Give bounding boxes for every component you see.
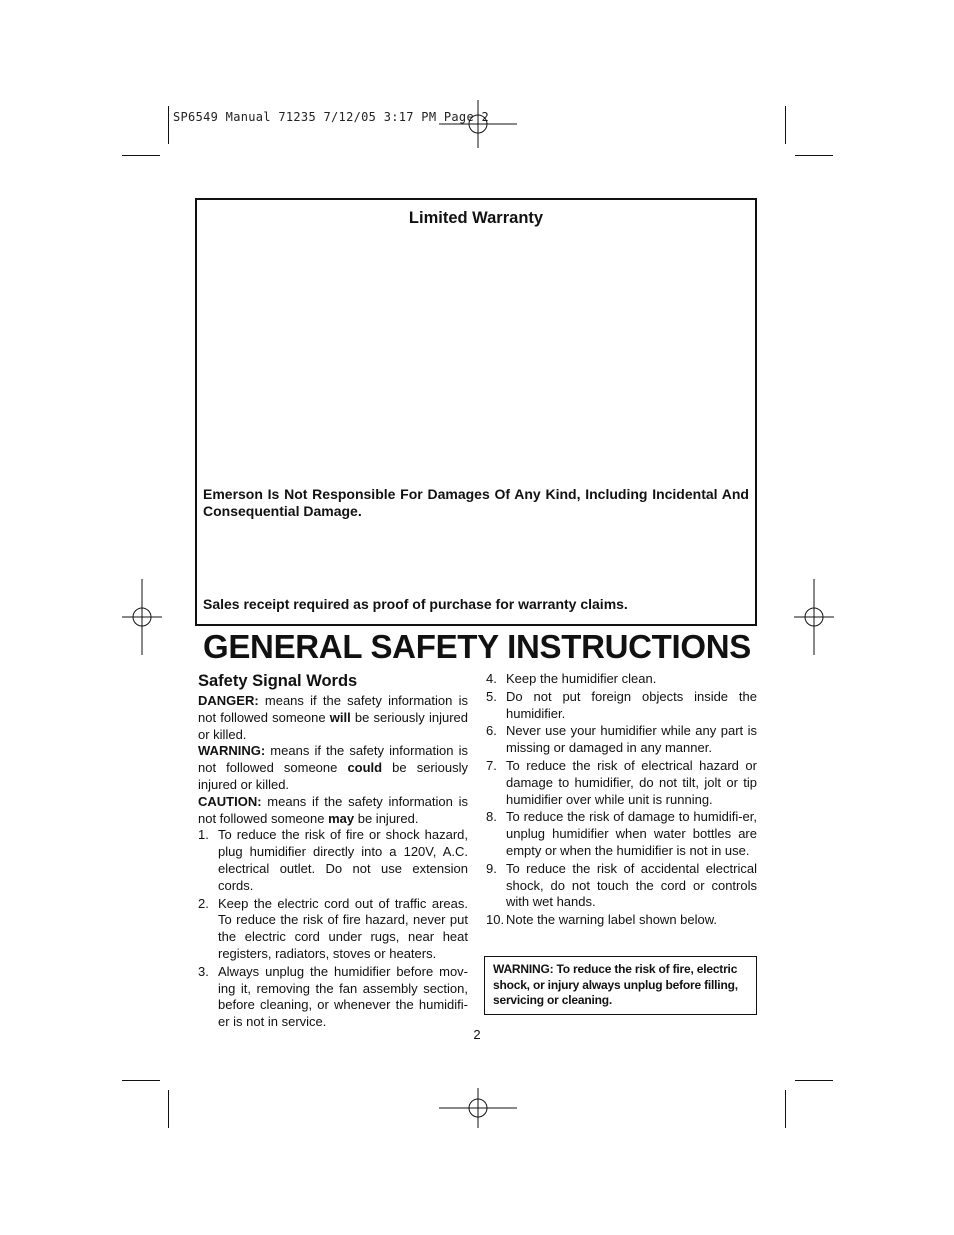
list-item-text: Never use your humidifier while any part is missing or damaged in any manner. bbox=[506, 723, 757, 756]
warranty-receipt-note: Sales receipt required as proof of purchase for warranty claims. bbox=[203, 596, 628, 612]
crop-mark-bottom-right-horizontal bbox=[795, 1080, 833, 1081]
caution-label: CAUTION: bbox=[198, 793, 262, 809]
list-item bbox=[198, 964, 468, 1031]
list-item-number: 2. bbox=[198, 895, 209, 911]
registration-mark-top-icon bbox=[439, 100, 517, 148]
caution-text-pre: means if the safety information is not followed someone bbox=[198, 793, 468, 826]
list-item bbox=[486, 758, 757, 808]
warranty-liability-notice: Emerson Is Not Responsible For Damages Of Any Kind, Including Incidental And Consequential Damage. bbox=[203, 486, 749, 519]
list-item-number: 6. bbox=[486, 723, 497, 739]
list-item bbox=[486, 723, 757, 757]
list-item-number: 3. bbox=[198, 963, 209, 979]
list-item-text: To reduce the risk of electrical hazard or damage to humidifier, do not tilt, jolt or tip humidifier over while unit is running. bbox=[506, 757, 757, 807]
warning-emphasis: could bbox=[347, 760, 383, 776]
list-item bbox=[486, 861, 757, 911]
signal-word-danger bbox=[198, 693, 468, 743]
left-column bbox=[198, 672, 468, 1032]
crop-mark-bottom-left-horizontal bbox=[122, 1080, 160, 1081]
list-item-text: Always unplug the humidifier before mov-ing it, removing the fan assembly section, before cleaning, or whenever the humidifi-er is not in service. bbox=[218, 963, 468, 1030]
list-item bbox=[486, 809, 757, 859]
list-item-text: To reduce the risk of fire or shock hazard, plug humidifier directly into a 120V, A.C. electrical outlet. Do not use extension cords. bbox=[218, 827, 468, 893]
danger-emphasis: will bbox=[329, 709, 351, 725]
crop-mark-top-right-vertical bbox=[785, 106, 786, 144]
list-item-text: Note the warning label shown below. bbox=[506, 912, 718, 928]
crop-mark-top-left-vertical bbox=[168, 106, 169, 144]
instruction-list-left bbox=[198, 827, 468, 1031]
page-number: 2 bbox=[473, 1027, 481, 1042]
list-item-number: 1. bbox=[198, 827, 209, 843]
list-item-number: 9. bbox=[486, 860, 497, 876]
printer-slug-line: SP6549 Manual 71235 7/12/05 3:17 PM Page 2 bbox=[173, 110, 490, 124]
instruction-list-right bbox=[486, 671, 757, 929]
caution-text-post: be injured. bbox=[354, 810, 419, 826]
list-item-number: 7. bbox=[486, 757, 497, 773]
limited-warranty-box bbox=[195, 198, 757, 626]
danger-text-post: be seriously injured or killed. bbox=[198, 709, 468, 742]
crop-mark-bottom-right-vertical bbox=[785, 1090, 786, 1128]
list-item-number: 4. bbox=[486, 671, 497, 686]
list-item-text: To reduce the risk of damage to humidifi-er, unplug humidifier when water bottles are empty or when the humidifier is not in use. bbox=[506, 809, 757, 858]
list-item-text: Do not put foreign objects inside the humidifier. bbox=[506, 688, 757, 721]
list-item-text: Keep the humidifier clean. bbox=[506, 671, 657, 686]
danger-label: DANGER: bbox=[198, 693, 259, 708]
warning-label: WARNING: bbox=[198, 743, 266, 759]
crop-mark-bottom-left-vertical bbox=[168, 1090, 169, 1128]
caution-emphasis: may bbox=[328, 810, 355, 826]
warning-label-box: WARNING: To reduce the risk of fire, electric shock, or injury always unplug before filling, servicing or cleaning. bbox=[484, 956, 757, 1015]
list-item-text: Keep the electric cord out of traffic areas. To reduce the risk of fire hazard, never put the electric cord under rugs, near heat registers, radiators, stoves or heaters. bbox=[218, 895, 468, 961]
crop-mark-top-left-horizontal bbox=[122, 155, 160, 156]
list-item bbox=[486, 671, 757, 688]
danger-text-pre: means if the safety information is not followed someone bbox=[198, 693, 468, 725]
page-title: GENERAL SAFETY INSTRUCTIONS bbox=[202, 628, 752, 665]
list-item-number: 10. bbox=[486, 912, 505, 928]
warning-text-pre: means if the safety information is not followed someone bbox=[198, 743, 468, 776]
signal-word-caution bbox=[198, 794, 468, 828]
list-item bbox=[198, 827, 468, 894]
warning-text-post: be seriously injured or killed. bbox=[198, 760, 468, 792]
list-item-text: To reduce the risk of accidental electrical shock, do not touch the cord or controls with wet hands. bbox=[506, 860, 757, 910]
right-column bbox=[486, 671, 757, 930]
crop-mark-top-right-horizontal bbox=[795, 155, 833, 156]
signal-word-warning bbox=[198, 743, 468, 793]
registration-mark-bottom-icon bbox=[439, 1088, 517, 1128]
list-item-number: 8. bbox=[486, 809, 497, 825]
list-item-number: 5. bbox=[486, 688, 497, 704]
list-item bbox=[198, 896, 468, 963]
list-item bbox=[486, 689, 757, 723]
list-item bbox=[486, 912, 757, 929]
section-title-safety-signal-words: Safety Signal Words bbox=[198, 672, 358, 690]
warranty-title: Limited Warranty bbox=[408, 209, 544, 227]
